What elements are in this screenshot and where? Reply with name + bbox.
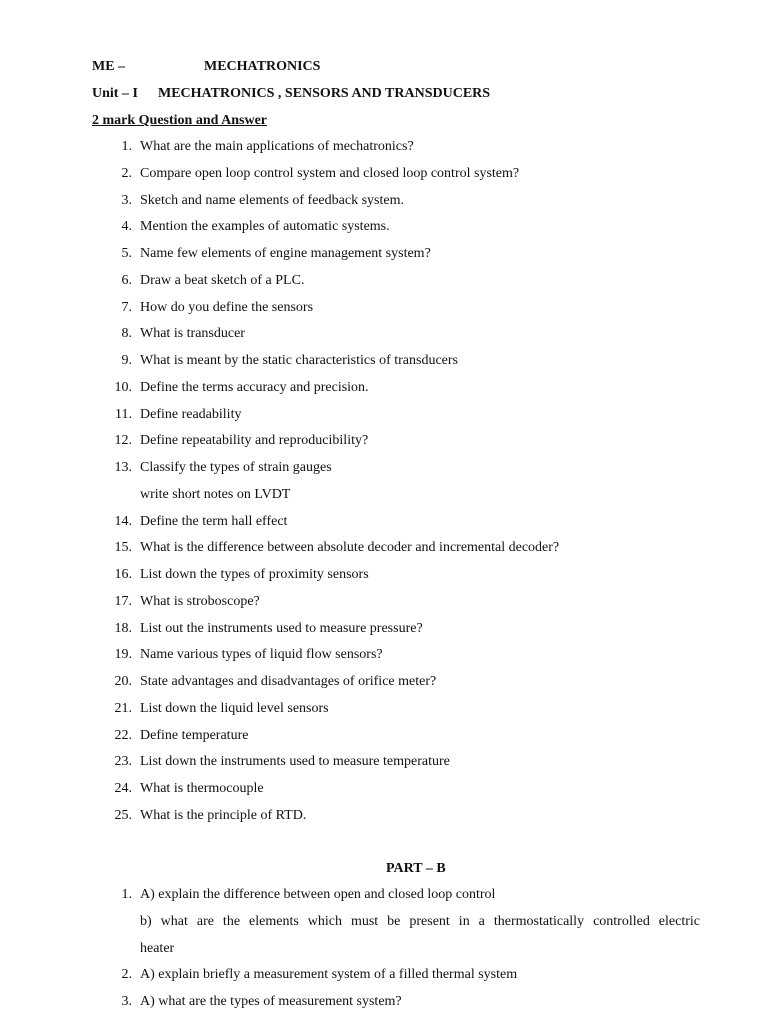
- question-text: A) what are the types of measurement system?: [140, 994, 402, 1009]
- question-text: What is the principle of RTD.: [140, 808, 307, 823]
- part-a-question: [0, 219, 768, 237]
- question-number: 22.: [114, 728, 132, 743]
- question-number: 3.: [121, 193, 132, 208]
- question-text: Define repeatability and reproducibility?: [140, 433, 369, 448]
- question-number: 4.: [121, 219, 132, 234]
- question-text: What is stroboscope?: [140, 594, 260, 609]
- question-text: write short notes on LVDT: [140, 487, 291, 502]
- question-number: 18.: [114, 621, 132, 636]
- part-a-question: [0, 754, 768, 772]
- part-b-question-3: [0, 994, 768, 1012]
- part-b-question-1: [0, 887, 768, 905]
- question-number: 3.: [121, 994, 132, 1009]
- part-a-question: [0, 540, 768, 558]
- part-a-question: [0, 594, 768, 612]
- question-number: 17.: [114, 594, 132, 609]
- question-number: 15.: [114, 540, 132, 555]
- part-a-question: [0, 193, 768, 211]
- part-a-question: [0, 728, 768, 746]
- question-text: Define readability: [140, 407, 242, 422]
- question-text: A) explain briefly a measurement system of a filled thermal system: [140, 967, 518, 982]
- question-text: Define the terms accuracy and precision.: [140, 380, 369, 395]
- question-number: 24.: [114, 781, 132, 796]
- question-text: Classify the types of strain gauges: [140, 460, 332, 475]
- part-a-question: [0, 808, 768, 826]
- part-a-question: [0, 647, 768, 665]
- part-a-question: [0, 353, 768, 371]
- question-text: List down the liquid level sensors: [140, 701, 329, 716]
- part-a-question: [0, 781, 768, 799]
- question-number: 9.: [121, 353, 132, 368]
- question-text: How do you define the sensors: [140, 300, 314, 315]
- course-code: ME –: [92, 59, 126, 74]
- question-number: 11.: [115, 407, 132, 422]
- section-title: 2 mark Question and Answer: [92, 113, 268, 128]
- question-number: 8.: [121, 326, 132, 341]
- part-b-question-2: [0, 967, 768, 985]
- question-text: List out the instruments used to measure pressure?: [140, 621, 423, 636]
- question-number: 21.: [114, 701, 132, 716]
- part-a-question: [0, 380, 768, 398]
- question-number: 19.: [114, 647, 132, 662]
- question-text: Name few elements of engine management system?: [140, 246, 431, 261]
- unit-label: Unit – I: [92, 86, 138, 101]
- part-a-question: [0, 621, 768, 639]
- part-a-question: [0, 701, 768, 719]
- question-text: What is meant by the static characteristics of transducers: [140, 353, 458, 368]
- part-a-question: [0, 433, 768, 451]
- part-a-question: [0, 487, 768, 505]
- question-text: Name various types of liquid flow sensors?: [140, 647, 383, 662]
- part-a-question: [0, 166, 768, 184]
- question-number: 16.: [114, 567, 132, 582]
- question-number: 6.: [121, 273, 132, 288]
- question-number: 20.: [114, 674, 132, 689]
- part-a-question: [0, 300, 768, 318]
- part-a-question: [0, 139, 768, 157]
- question-number: 14.: [114, 514, 132, 529]
- question-text: Define the term hall effect: [140, 514, 288, 529]
- question-number: 25.: [114, 808, 132, 823]
- part-b-question-1b: b) what are the elements which must be present in a thermostatically controlled electric: [140, 914, 700, 929]
- question-text: What is transducer: [140, 326, 245, 341]
- question-number: 13.: [114, 460, 132, 475]
- question-number: 5.: [121, 246, 132, 261]
- question-number: 10.: [114, 380, 132, 395]
- question-text: What is the difference between absolute decoder and incremental decoder?: [140, 540, 560, 555]
- question-text: List down the instruments used to measure temperature: [140, 754, 450, 769]
- question-text: What is thermocouple: [140, 781, 264, 796]
- question-number: 2.: [121, 967, 132, 982]
- part-a-question: [0, 514, 768, 532]
- part-a-question: [0, 674, 768, 692]
- part-a-question: [0, 567, 768, 585]
- question-text: Sketch and name elements of feedback system.: [140, 193, 404, 208]
- unit-title: MECHATRONICS , SENSORS AND TRANSDUCERS: [158, 86, 491, 101]
- question-text: What are the main applications of mechatronics?: [140, 139, 414, 154]
- question-text: A) explain the difference between open and closed loop control: [140, 887, 496, 902]
- question-number: 23.: [114, 754, 132, 769]
- course-name: MECHATRONICS: [204, 59, 321, 74]
- question-text: State advantages and disadvantages of orifice meter?: [140, 674, 437, 689]
- question-text: Mention the examples of automatic systems.: [140, 219, 390, 234]
- question-text: List down the types of proximity sensors: [140, 567, 369, 582]
- question-text: Compare open loop control system and closed loop control system?: [140, 166, 520, 181]
- question-number: 12.: [114, 433, 132, 448]
- part-a-question: [0, 407, 768, 425]
- question-number: 7.: [121, 300, 132, 315]
- question-text: Draw a beat sketch of a PLC.: [140, 273, 305, 288]
- question-text: Define temperature: [140, 728, 249, 743]
- question-number: 2.: [121, 166, 132, 181]
- question-number: 1.: [121, 887, 132, 902]
- question-number: 1.: [121, 139, 132, 154]
- part-a-question: [0, 326, 768, 344]
- part-a-question: [0, 460, 768, 478]
- part-b-question-1b-continued: heater: [140, 941, 175, 956]
- part-a-question: [0, 246, 768, 264]
- part-a-question: [0, 273, 768, 291]
- part-b-title: PART – B: [386, 861, 446, 876]
